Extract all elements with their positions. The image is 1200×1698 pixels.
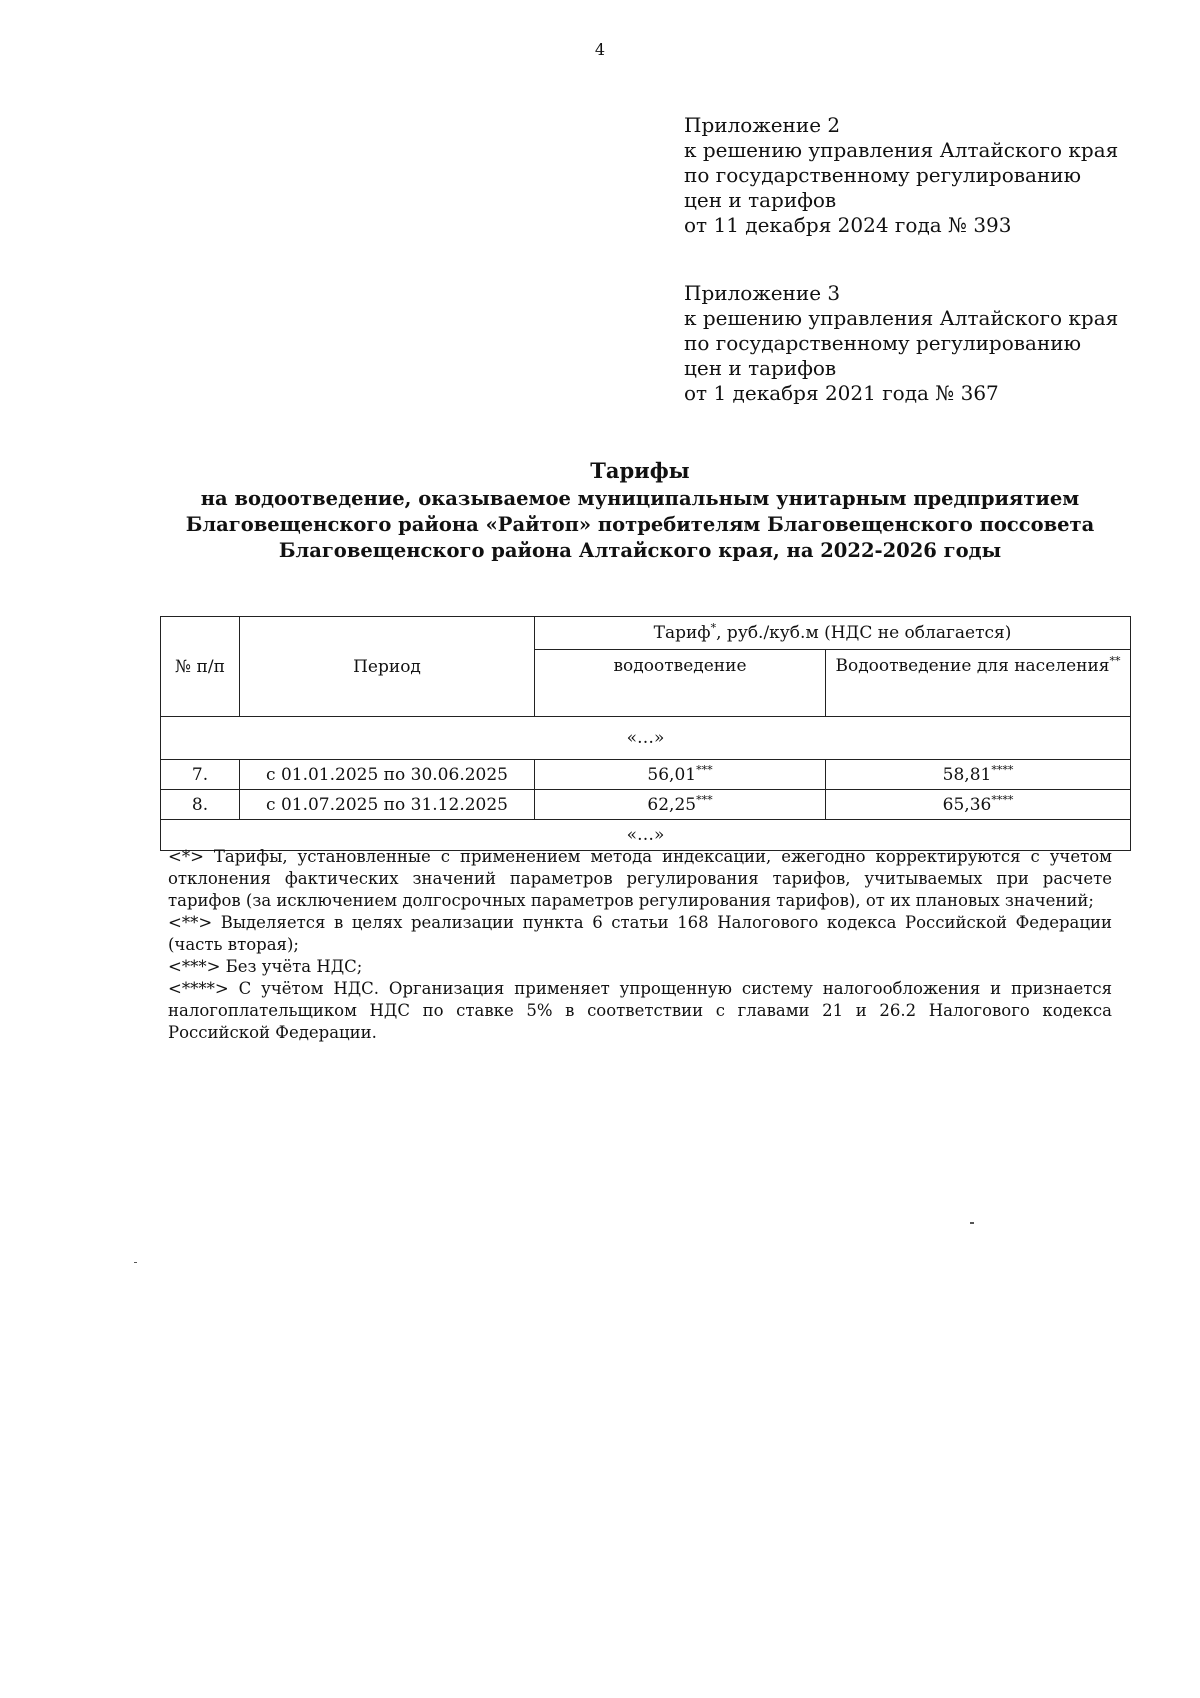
- appendix-2-line: цен и тарифов: [684, 188, 837, 212]
- ellipsis-bottom: «…»: [161, 820, 1131, 851]
- header-col2-label: Водоотведение для населения: [835, 656, 1110, 676]
- header-col1: водоотведение: [535, 650, 826, 717]
- header-tariff-mark: *: [710, 621, 717, 635]
- footnote-text: С учётом НДС. Организация применяет упрощенную систему налогообложения и признается налогоплательщиком НДС по ставке 5% в соответствии с главами 21 и 26.2 Налогового кодекса Российской Федерации.: [168, 979, 1112, 1042]
- table-row: [161, 790, 1131, 820]
- table-ellipsis-row: [161, 717, 1131, 760]
- header-col2-mark: **: [1109, 654, 1121, 668]
- tariff-table: [160, 616, 1131, 851]
- appendix-3-line: от 1 декабря 2021 года № 367: [684, 381, 999, 405]
- appendix-2-line: от 11 декабря 2024 года № 393: [684, 213, 1012, 237]
- header-tariff-rest: , руб./куб.м (НДС не облагается): [716, 623, 1012, 643]
- page-number: 4: [594, 40, 606, 59]
- cell-v1-value: 62,25: [647, 794, 697, 815]
- header-tariff: [535, 617, 1131, 650]
- header-tariff-label: Тариф: [653, 623, 711, 643]
- cell-v2: [826, 790, 1131, 820]
- title-line: Благовещенского района Алтайского края, на 2022-2026 годы: [278, 539, 1002, 562]
- cell-num: 8.: [161, 790, 240, 820]
- appendix-3-header: [684, 281, 1118, 406]
- footnote: [168, 978, 1112, 1044]
- header-col2: [826, 650, 1131, 717]
- cell-period: с 01.01.2025 по 30.06.2025: [240, 760, 535, 790]
- cell-period: с 01.07.2025 по 31.12.2025: [240, 790, 535, 820]
- cell-v1-mark: ***: [696, 792, 713, 806]
- footnote: [168, 912, 1112, 956]
- appendix-2-line: к решению управления Алтайского края: [684, 138, 1119, 162]
- appendix-3-line: к решению управления Алтайского края: [684, 306, 1119, 330]
- table-header-row: [161, 617, 1131, 650]
- title-line: Благовещенского района «Райтоп» потребителям Благовещенского поссовета: [185, 513, 1095, 536]
- appendix-3-line: по государственному регулированию: [684, 331, 1082, 355]
- cell-v1: [535, 790, 826, 820]
- scan-speck: [970, 1222, 974, 1224]
- cell-num: 7.: [161, 760, 240, 790]
- appendix-3-line: Приложение 3: [684, 281, 841, 305]
- cell-v2-mark: ****: [991, 792, 1014, 806]
- footnote-mark: <**>: [168, 913, 213, 932]
- footnote-mark: <***>: [168, 957, 221, 976]
- footnote-mark: <*>: [168, 847, 204, 866]
- footnote: [168, 956, 1112, 978]
- footnote: [168, 846, 1112, 912]
- cell-v1-mark: ***: [696, 762, 713, 776]
- cell-v2-mark: ****: [991, 762, 1014, 776]
- footnotes: [168, 846, 1112, 1044]
- cell-v2-value: 65,36: [942, 794, 992, 815]
- table-row: [161, 760, 1131, 790]
- footnote-text: Тарифы, установленные с применением метода индексации, ежегодно корректируются с учетом отклонения фактических значений параметров регулирования тарифов, учитываемых при расчете тарифов (за исключением долгосрочных параметров регулирования тарифов), от их плановых значений;: [168, 847, 1112, 910]
- title-main: Тарифы: [590, 458, 690, 483]
- title-line: на водоотведение, оказываемое муниципальным унитарным предприятием: [200, 487, 1080, 510]
- footnote-mark: <****>: [168, 979, 229, 998]
- appendix-2-line: по государственному регулированию: [684, 163, 1082, 187]
- document-title: [160, 458, 1120, 564]
- appendix-2-header: [684, 113, 1118, 238]
- cell-v1-value: 56,01: [647, 764, 697, 785]
- header-period: Период: [240, 617, 535, 717]
- footnote-text: Выделяется в целях реализации пункта 6 статьи 168 Налогового кодекса Российской Федерации (часть вторая);: [168, 913, 1112, 954]
- cell-v2: [826, 760, 1131, 790]
- ellipsis-top: «…»: [161, 717, 1131, 760]
- cell-v2-value: 58,81: [942, 764, 992, 785]
- appendix-2-line: Приложение 2: [684, 113, 841, 137]
- header-num: № п/п: [161, 617, 240, 717]
- cell-v1: [535, 760, 826, 790]
- footnote-text: Без учёта НДС;: [220, 957, 363, 976]
- scan-speck: [134, 1262, 137, 1263]
- appendix-3-line: цен и тарифов: [684, 356, 837, 380]
